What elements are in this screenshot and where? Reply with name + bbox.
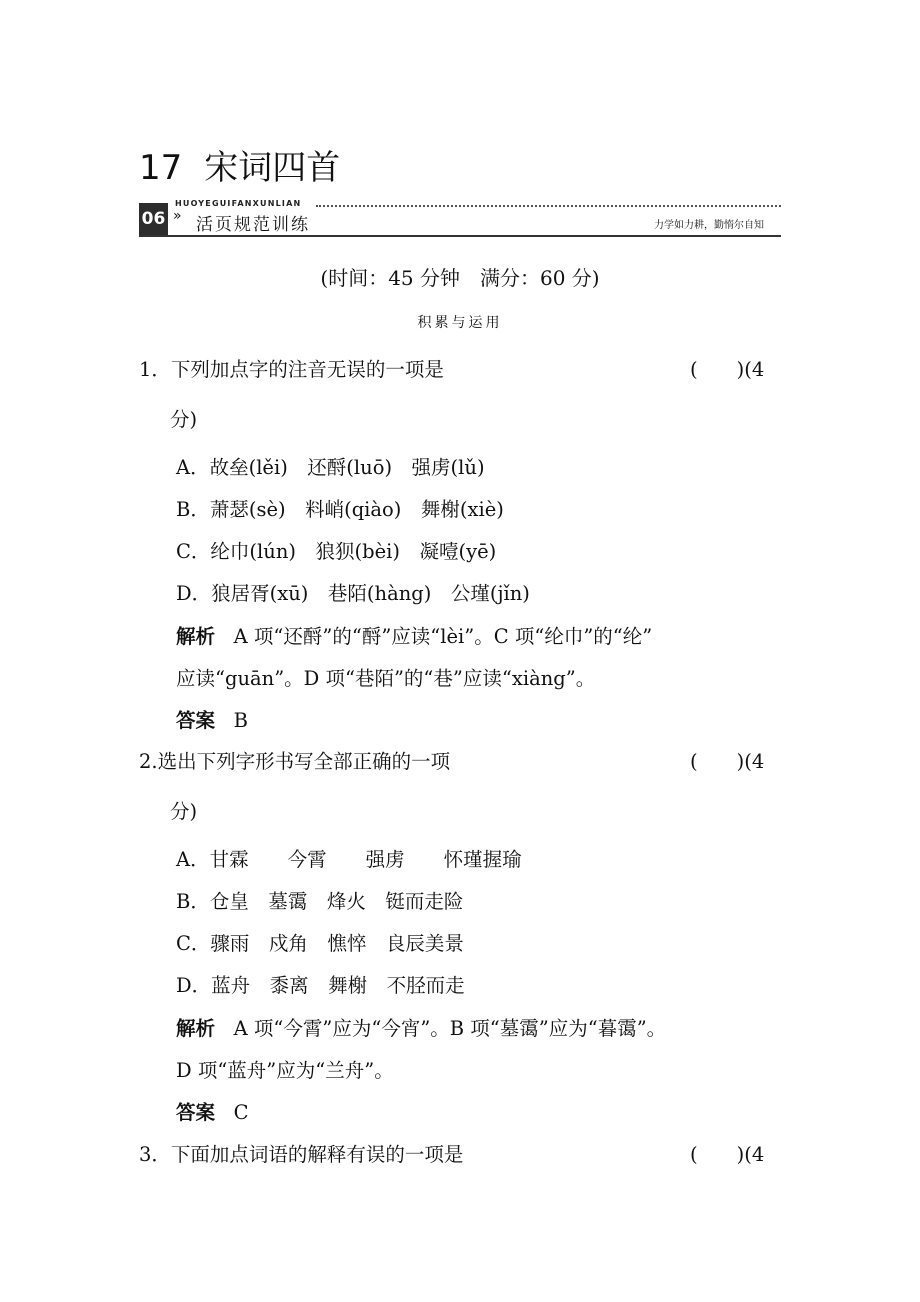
q3-answer-bracket: ( )(4 (690, 1143, 765, 1166)
q1-analysis-label: 解析 (176, 625, 216, 648)
q1-analysis-line2: 应读“guān”。D 项“巷陌”的“巷”应读“xiàng”。 (176, 667, 596, 690)
page-title (139, 140, 340, 189)
banner-motto: 力学如力耕，勤惰尔自知 (654, 220, 764, 231)
q1-score: 分) (170, 408, 198, 431)
q2-option-d: D．蓝舟 黍离 舞榭 不胫而走 (176, 974, 465, 997)
q2-analysis-line2: D 项“蓝舟”应为“兰舟”。 (176, 1059, 394, 1082)
q2-analysis-label: 解析 (176, 1017, 216, 1040)
lesson-title: 宋词四首 (204, 148, 341, 188)
q3-stem: 3．下面加点词语的解释有误的一项是 (139, 1143, 464, 1166)
section-heading: 积累与运用 (417, 315, 503, 331)
q1-answer-bracket: ( )(4 (690, 358, 765, 381)
q1-option-d: D．狼居胥(xū) 巷陌(hàng) 公瑾(jǐn) (176, 582, 530, 605)
q1-answer (176, 705, 248, 733)
chevron-right-icon: » (173, 208, 182, 224)
banner-pinyin: HUOYEGUIFANXUNLIAN (175, 199, 302, 208)
q2-answer-bracket: ( )(4 (690, 750, 765, 773)
q2-stem: 2.选出下列字形书写全部正确的一项 (139, 750, 451, 773)
q1-analysis-text1: A 项“还酹”的“酹”应读“lèi”。C 项“纶巾”的“纶” (233, 625, 653, 648)
q1-option-b: B．萧瑟(sè) 料峭(qiào) 舞榭(xiè) (176, 498, 504, 521)
q2-option-a: A．甘霖 今霄 强虏 怀瑾握瑜 (176, 848, 522, 871)
lesson-number: 17 (139, 148, 183, 188)
q2-option-b: B．仓皇 墓霭 烽火 铤而走险 (176, 890, 464, 913)
q1-answer-value: B (233, 709, 248, 732)
q2-analysis-line1 (176, 1013, 666, 1041)
q1-stem: 1．下列加点字的注音无误的一项是 (139, 358, 444, 381)
q1-analysis-line1 (176, 621, 652, 649)
banner-code-badge: 06 (139, 203, 168, 235)
banner-section-name: 活页规范训练 (196, 215, 310, 235)
q2-score: 分) (170, 800, 198, 823)
q2-answer (176, 1097, 249, 1125)
time-score-info: (时间：45 分钟 满分：60 分) (320, 266, 600, 290)
q2-answer-value: C (233, 1101, 249, 1124)
banner-dotted-rule (316, 205, 781, 207)
q2-answer-label: 答案 (176, 1101, 216, 1124)
q2-analysis-text1: A 项“今霄”应为“今宵”。B 项“墓霭”应为“暮霭”。 (233, 1017, 667, 1040)
q2-option-c: C．骤雨 戍角 憔悴 良辰美景 (176, 932, 464, 955)
banner-underline (139, 235, 781, 237)
q1-option-c: C．纶巾(lún) 狼狈(bèi) 凝噎(yē) (176, 540, 497, 563)
q1-option-a: A．故垒(lěi) 还酹(luō) 强虏(lǔ) (176, 456, 485, 479)
q1-answer-label: 答案 (176, 709, 216, 732)
